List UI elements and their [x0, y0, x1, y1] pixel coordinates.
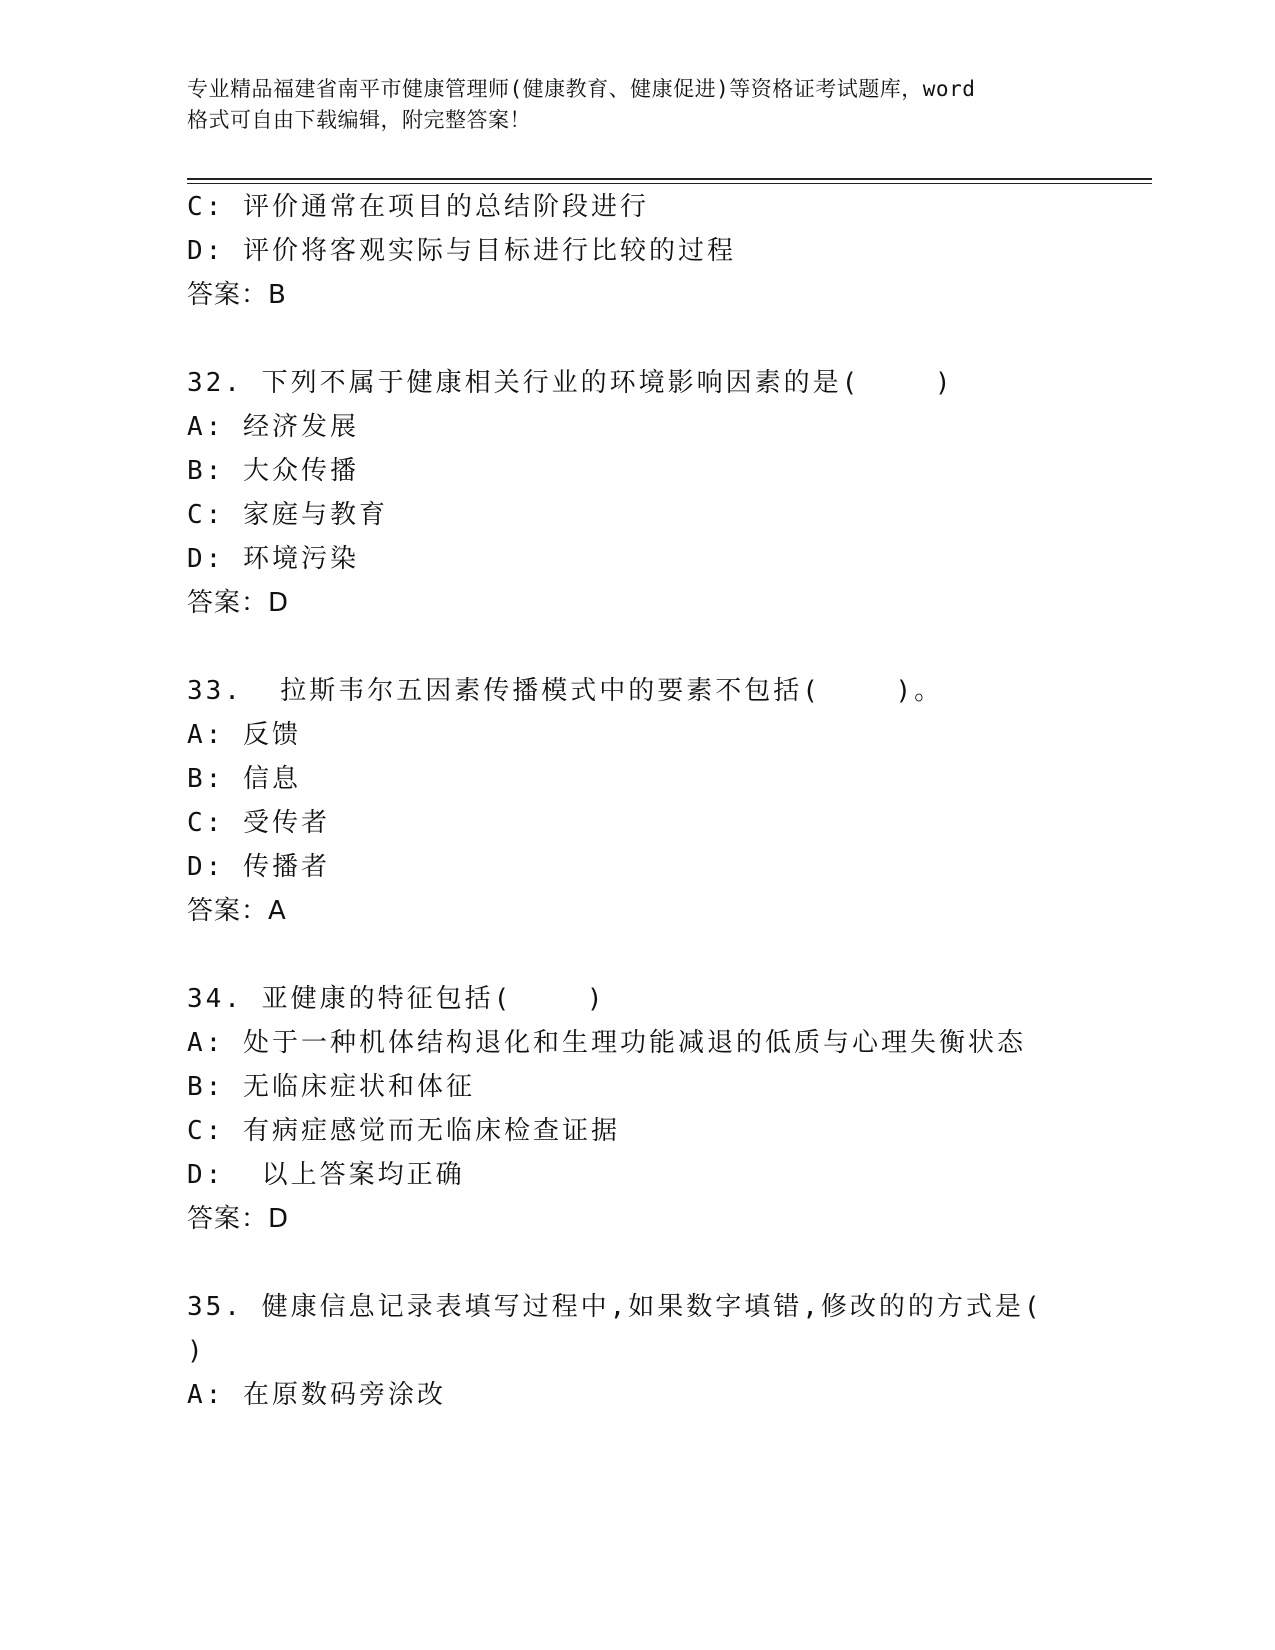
q34-option-d: D: 以上答案均正确 [187, 1160, 465, 1190]
q35-option-a: A: 在原数码旁涂改 [187, 1380, 446, 1410]
prev-option-c: C: 评价通常在项目的总结阶段进行 [187, 192, 649, 222]
q33-option-d: D: 传播者 [187, 852, 330, 882]
q32-option-c: C: 家庭与教育 [187, 500, 388, 530]
q34-option-b: B: 无临床症状和体征 [187, 1072, 475, 1102]
header-divider-thin [187, 183, 1152, 184]
q33-option-c: C: 受传者 [187, 808, 330, 838]
q33-option-b: B: 信息 [187, 764, 301, 794]
q33-option-a: A: 反馈 [187, 720, 301, 750]
q32-question: 32. 下列不属于健康相关行业的环境影响因素的是( ) [187, 368, 954, 398]
q34-option-c: C: 有病症感觉而无临床检查证据 [187, 1116, 620, 1146]
q34-question: 34. 亚健康的特征包括( ) [187, 984, 606, 1014]
q32-answer: 答案：D [187, 588, 290, 618]
q32-option-a: A: 经济发展 [187, 412, 359, 442]
page-header [187, 74, 1087, 136]
header-line-2: 格式可自由下载编辑，附完整答案！ [187, 108, 531, 132]
prev-option-d: D: 评价将客观实际与目标进行比较的过程 [187, 236, 736, 266]
q34-option-a: A: 处于一种机体结构退化和生理功能减退的低质与心理失衡状态 [187, 1028, 1026, 1058]
q32-option-d: D: 环境污染 [187, 544, 359, 574]
q35-question-line-1: 35. 健康信息记录表填写过程中,如果数字填错,修改的的方式是( [187, 1292, 1043, 1322]
q33-answer: 答案：A [187, 896, 287, 926]
q35-question-line-2: ) [187, 1336, 206, 1366]
q33-question: 33. 拉斯韦尔五因素传播模式中的要素不包括( )。 [187, 676, 944, 706]
q34-answer: 答案：D [187, 1204, 290, 1234]
header-divider-thick [187, 178, 1152, 180]
header-line-1: 专业精品福建省南平市健康管理师(健康教育、健康促进)等资格证考试题库，word [187, 77, 976, 101]
q32-option-b: B: 大众传播 [187, 456, 359, 486]
prev-answer: 答案：B [187, 280, 287, 310]
